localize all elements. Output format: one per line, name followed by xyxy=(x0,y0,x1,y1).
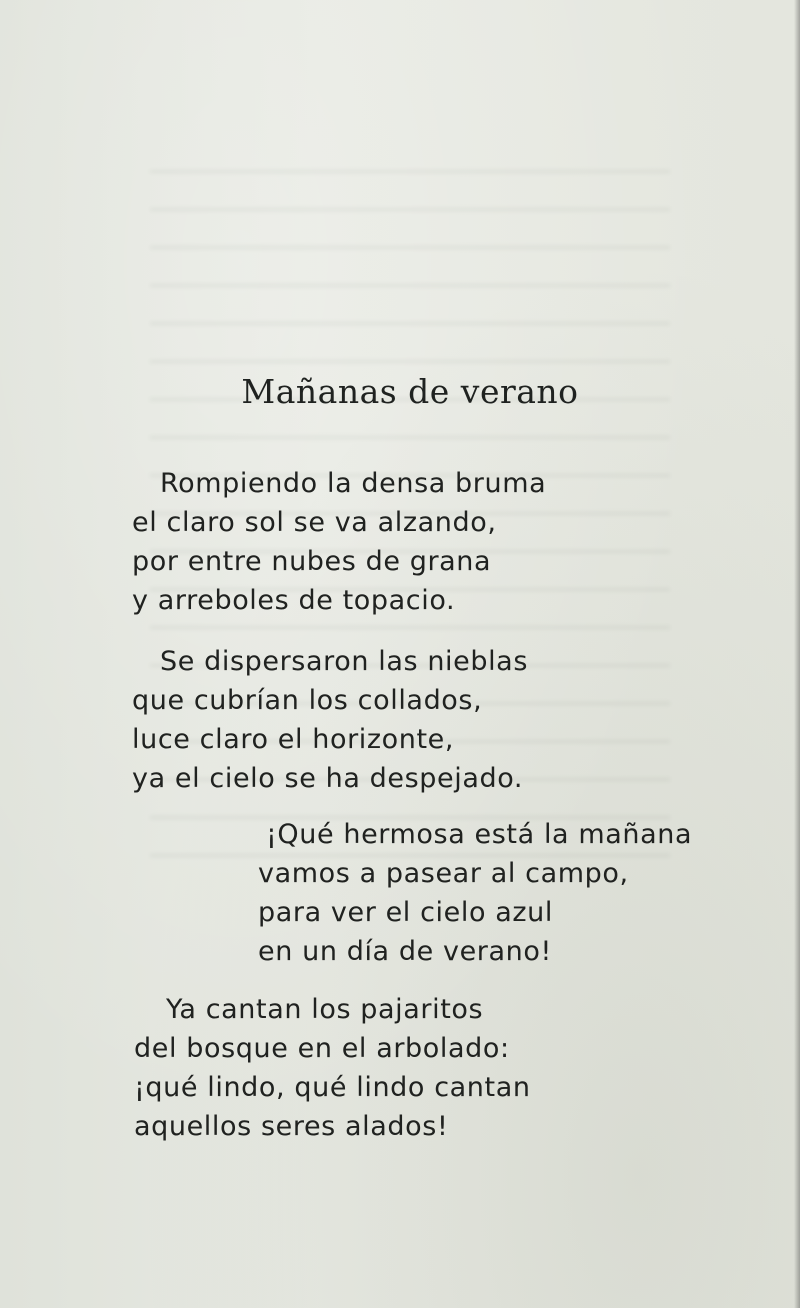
stanza-3-line-1: ¡Qué hermosa está la mañana xyxy=(266,819,693,850)
stanza-2-line-2: que cubrían los collados, xyxy=(132,685,483,716)
stanza-4 xyxy=(134,990,531,1146)
stanza-2 xyxy=(132,642,528,798)
stanza-1-line-4: y arreboles de topacio. xyxy=(132,585,456,616)
stanza-4-line-4: aquellos seres alados! xyxy=(134,1111,449,1142)
stanza-1-line-2: el claro sol se va alzando, xyxy=(132,507,497,538)
stanza-1-line-3: por entre nubes de grana xyxy=(132,546,492,577)
stanza-3 xyxy=(258,815,692,971)
stanza-3-line-4: en un día de verano! xyxy=(258,936,552,967)
stanza-2-line-1: Se dispersaron las nieblas xyxy=(160,646,528,677)
stanza-1 xyxy=(132,464,546,620)
stanza-3-line-3: para ver el cielo azul xyxy=(258,897,553,928)
poem-title: Mañanas de verano xyxy=(241,372,579,411)
stanza-2-line-3: luce claro el horizonte, xyxy=(132,724,455,755)
stanza-4-line-1: Ya cantan los pajaritos xyxy=(166,994,484,1025)
page-edge-shadow xyxy=(794,0,800,1308)
stanza-2-line-4: ya el cielo se ha despejado. xyxy=(132,763,524,794)
stanza-4-line-3: ¡qué lindo, qué lindo cantan xyxy=(134,1072,531,1103)
stanza-3-line-2: vamos a pasear al campo, xyxy=(258,858,629,889)
stanza-4-line-2: del bosque en el arbolado: xyxy=(134,1033,510,1064)
stanza-1-line-1: Rompiendo la densa bruma xyxy=(160,468,547,499)
